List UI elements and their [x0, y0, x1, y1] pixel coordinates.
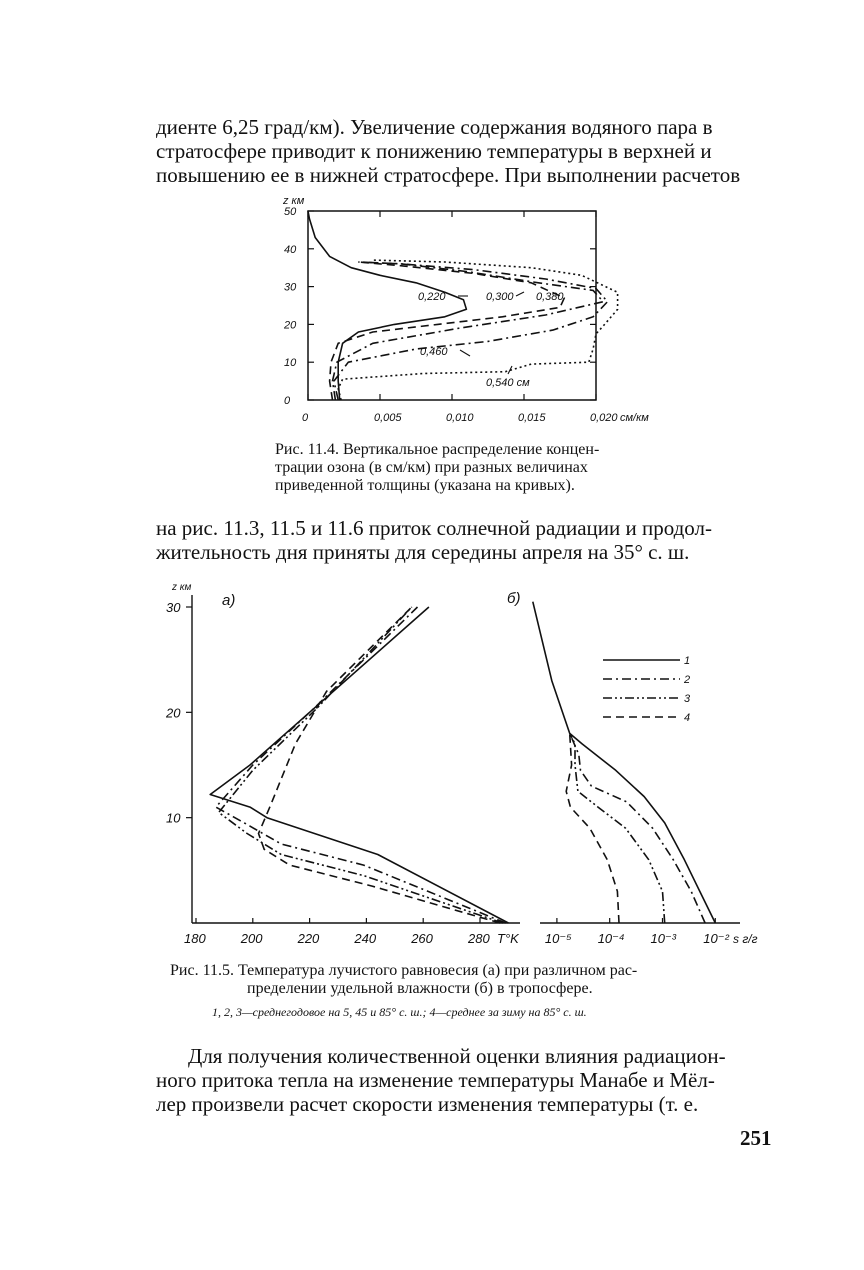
x-tick-label: 240 — [354, 931, 377, 946]
caption-line: Рис. 11.5. Температура лучистого равновесия (а) при различном рас- — [170, 962, 638, 979]
x-tick-label: 10⁻² — [703, 931, 729, 946]
x-tick-label: 10⁻³ — [650, 931, 677, 946]
y-tick-label: 50 — [284, 206, 297, 218]
caption-line: Рис. 11.4. Вертикальное распределение концен- — [275, 441, 600, 458]
y-axis-label: z км — [172, 582, 192, 593]
series-line — [533, 602, 716, 923]
curve-label: 0,380 — [536, 291, 564, 303]
figure-11-5-note: 1, 2, 3—среднегодовое на 5, 45 и 85° с. ш.; 4—среднее за зиму на 85° с. ш. — [212, 1005, 587, 1019]
y-tick-label: 0 — [284, 395, 291, 407]
y-tick-label: 10 — [166, 810, 181, 826]
text-line: лер произвели расчет скорости изменения температуры (т. е. — [156, 1092, 699, 1116]
text-line: стратосфере приводит к понижению температуры в верхней и — [156, 139, 712, 163]
figure-11-4-ozone-chart — [0, 190, 864, 630]
text-line: ного притока тепла на изменение температуры Манабе и Мёл- — [156, 1068, 715, 1092]
curve-label: 0,460 — [420, 346, 448, 358]
x-tick-label: 200 — [240, 931, 263, 946]
y-axis-label: z км — [283, 195, 305, 207]
legend-label: 1 — [684, 655, 691, 667]
page-number: 251 — [740, 1126, 772, 1150]
x-tick-label: 280 — [468, 931, 490, 946]
legend-label: 2 — [684, 674, 691, 686]
series-line — [308, 211, 466, 400]
figure-11-5-caption — [170, 962, 637, 998]
y-tick-label: 30 — [166, 600, 181, 615]
series-line — [219, 607, 503, 923]
label-pointer — [516, 292, 524, 296]
x-axis-label: T°K — [497, 931, 519, 946]
panel-label: б) — [507, 590, 521, 607]
figure-11-5-charts — [0, 570, 864, 960]
x-tick-label: 0,010 — [446, 412, 474, 424]
caption-line: приведенной толщины (указана на кривых). — [275, 477, 575, 494]
legend-label: 3 — [684, 693, 691, 705]
text-line: Для получения количественной оценки влияния радиацион- — [188, 1044, 726, 1068]
x-tick-label: 220 — [297, 931, 320, 946]
x-tick-label: 0,020 — [590, 412, 618, 424]
series-line — [338, 260, 617, 400]
text-line: диенте 6,25 град/км). Увеличение содержания водяного пара в — [156, 115, 713, 139]
y-tick-label: 40 — [284, 243, 297, 256]
caption-line: пределении удельной влажности (б) в тропосфере. — [247, 980, 593, 997]
x-tick-label: 260 — [411, 931, 433, 946]
x-tick-label: 180 — [184, 931, 206, 946]
series-line — [566, 733, 619, 923]
series-line — [210, 607, 508, 923]
x-tick-label: 10⁻⁴ — [597, 931, 625, 946]
y-tick-label: 20 — [166, 705, 181, 721]
y-tick-label: 30 — [284, 281, 297, 294]
text-line: повышению ее в нижней стратосфере. При выполнении расчетов — [156, 163, 741, 187]
curve-label: 0,300 — [486, 291, 514, 303]
curve-label: 0,540 см — [486, 377, 530, 389]
text-line: на рис. 11.3, 11.5 и 11.6 приток солнечной радиации и продол- — [156, 516, 712, 540]
x-tick-label: 0,015 — [518, 412, 546, 424]
x-tick-label: 0,005 — [374, 412, 402, 424]
caption-line: трации озона (в см/км) при разных величинах — [275, 459, 588, 476]
text-line: жительность дня приняты для середины апреля на 35° с. ш. — [156, 540, 690, 564]
figure-11-4-caption — [275, 441, 599, 495]
y-tick-label: 20 — [284, 319, 297, 332]
x-axis-label: см/км — [620, 412, 649, 424]
curve-label: 0,220 — [418, 291, 446, 303]
x-tick-label: 10⁻⁵ — [544, 931, 572, 946]
x-tick-label: 0 — [302, 412, 309, 424]
paragraph-middle — [156, 516, 776, 564]
plot-frame — [308, 211, 596, 400]
paragraph-bottom — [156, 1044, 776, 1116]
y-tick-label: 10 — [284, 357, 297, 370]
series-line — [259, 607, 500, 923]
paragraph-top — [156, 115, 776, 187]
x-axis-label: s г/г — [733, 932, 758, 946]
label-pointer — [460, 350, 470, 356]
legend-label: 4 — [684, 712, 691, 724]
series-line — [570, 733, 705, 923]
panel-label: а) — [222, 592, 236, 609]
